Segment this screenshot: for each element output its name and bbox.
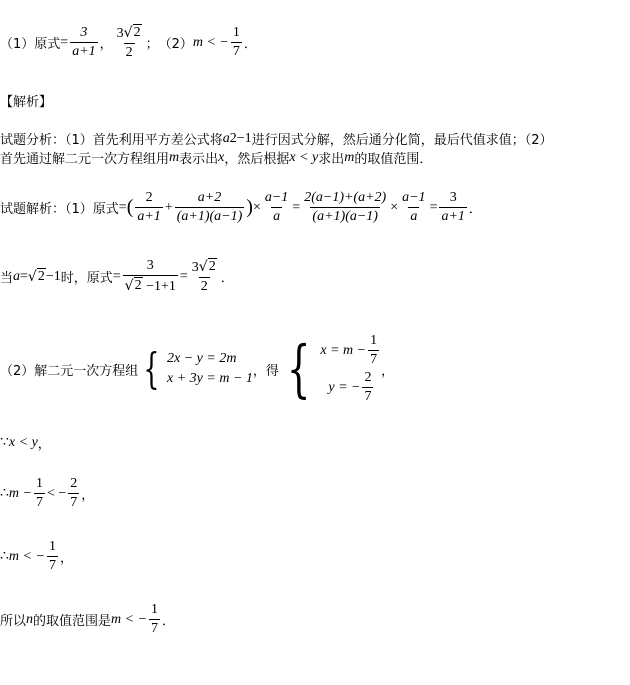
expression: m − bbox=[8, 485, 32, 501]
numerator: 3 bbox=[80, 25, 88, 40]
equals-sign: = bbox=[179, 268, 188, 284]
equation: 2x − y = 2m bbox=[167, 351, 237, 366]
radicand: 2 bbox=[208, 259, 216, 274]
numerator: 1 bbox=[232, 25, 240, 40]
denominator: 7 bbox=[35, 495, 43, 510]
analysis-heading: 【解析】 bbox=[0, 95, 53, 110]
fraction bbox=[70, 25, 97, 60]
fraction bbox=[175, 190, 245, 225]
answer-part2-label: （2） bbox=[158, 37, 193, 52]
numerator: a−1 bbox=[402, 190, 426, 205]
idea-line-1 bbox=[0, 129, 552, 148]
text: 当 bbox=[0, 271, 14, 286]
expression: −1 bbox=[236, 130, 252, 146]
inequality: m < − bbox=[8, 548, 45, 564]
equals-sign: = bbox=[112, 268, 121, 284]
numerator bbox=[190, 258, 219, 277]
therefore-line-2 bbox=[0, 539, 73, 574]
text: 的取值范围． bbox=[354, 152, 433, 167]
variable: x bbox=[218, 149, 225, 165]
equals-sign: = bbox=[429, 199, 438, 215]
text: 求出 bbox=[318, 152, 345, 167]
less-than-sign: < − bbox=[46, 485, 67, 501]
denominator: 7 bbox=[364, 389, 372, 404]
sqrt bbox=[28, 268, 46, 285]
numerator: 1 bbox=[35, 476, 43, 491]
expression: −1+1 bbox=[142, 279, 176, 294]
fraction bbox=[34, 476, 45, 511]
numerator: 3 bbox=[449, 190, 457, 205]
therefore-symbol: ∴ bbox=[0, 549, 9, 564]
inequality: m < − bbox=[192, 34, 229, 50]
comma: ， bbox=[37, 437, 51, 452]
fraction bbox=[123, 258, 178, 295]
comma: ， bbox=[81, 488, 95, 503]
numerator: 2(a−1)+(a+2) bbox=[304, 190, 387, 205]
substitution-line bbox=[0, 258, 234, 295]
numerator: a−1 bbox=[264, 190, 289, 205]
variable: m bbox=[169, 149, 180, 165]
times-sign: × bbox=[252, 199, 261, 215]
idea-line-2 bbox=[0, 148, 432, 167]
left-brace: { bbox=[286, 332, 311, 405]
text: 进行因式分解，然后通分化简，最后代值求值；（2） bbox=[251, 133, 553, 148]
text: 首先通过解二元一次方程组用 bbox=[0, 152, 170, 167]
inequality: m < − bbox=[111, 611, 148, 627]
paren: ( bbox=[126, 196, 134, 218]
text: 试题解析：（1）原式 bbox=[0, 202, 119, 217]
therefore-symbol: ∴ bbox=[0, 486, 9, 501]
radical-sign: √ bbox=[123, 25, 133, 41]
fraction bbox=[263, 190, 290, 225]
system-line bbox=[0, 333, 394, 405]
text: 所以 bbox=[0, 614, 27, 629]
because-symbol: ∵ bbox=[0, 435, 9, 450]
variable: m bbox=[344, 149, 355, 165]
because-line bbox=[0, 433, 51, 452]
comma: ， bbox=[99, 37, 113, 52]
denominator: 7 bbox=[370, 352, 378, 367]
sqrt bbox=[124, 24, 142, 41]
inequality: x < y bbox=[8, 434, 38, 450]
text: 试题分析：（1）首先利用平方差公式将 bbox=[0, 133, 223, 148]
text: 表示出 bbox=[179, 152, 219, 167]
variable: n bbox=[26, 611, 34, 627]
equation-system bbox=[167, 349, 253, 389]
fraction bbox=[135, 190, 162, 225]
radical-sign: √ bbox=[27, 269, 37, 285]
equation: x + 3y = m − 1 bbox=[167, 371, 253, 386]
numerator: 2 bbox=[145, 190, 153, 205]
equals-sign: = bbox=[118, 199, 127, 215]
equals-sign: = bbox=[20, 268, 28, 284]
numerator: 1 bbox=[48, 539, 56, 554]
comma: ， bbox=[381, 363, 395, 379]
left-brace: { bbox=[143, 344, 160, 393]
period: ． bbox=[243, 37, 257, 52]
solution-system bbox=[320, 333, 381, 405]
solution-row bbox=[320, 370, 381, 405]
times-sign: × bbox=[390, 199, 399, 215]
numerator: a+2 bbox=[197, 190, 222, 205]
fraction bbox=[362, 370, 373, 405]
denominator: (a+1)(a−1) bbox=[312, 209, 378, 224]
expression: −1 bbox=[45, 268, 61, 284]
fraction bbox=[302, 190, 388, 225]
denominator: 2 bbox=[125, 45, 133, 60]
fraction bbox=[231, 25, 242, 60]
inequality: x < y bbox=[289, 149, 319, 165]
fraction bbox=[400, 190, 427, 225]
text: ，得 bbox=[252, 363, 279, 379]
plus-sign: + bbox=[164, 199, 173, 215]
text: ，然后根据 bbox=[224, 152, 290, 167]
sqrt bbox=[125, 277, 143, 294]
sqrt bbox=[199, 258, 217, 275]
numerator: 2 bbox=[70, 476, 78, 491]
expression: y = − bbox=[328, 379, 361, 395]
equals-sign: = bbox=[292, 199, 301, 215]
fraction bbox=[68, 476, 79, 511]
denominator: (a+1)(a−1) bbox=[176, 209, 243, 224]
radical-sign: √ bbox=[124, 278, 134, 294]
numerator: 3 bbox=[146, 258, 154, 273]
denominator: a+1 bbox=[72, 44, 96, 59]
denominator: a bbox=[273, 209, 281, 224]
denominator bbox=[123, 275, 178, 295]
fraction bbox=[439, 190, 466, 225]
numerator: 1 bbox=[370, 333, 378, 348]
variable: a bbox=[222, 130, 230, 146]
period: ． bbox=[220, 271, 234, 286]
solution-line bbox=[0, 190, 482, 225]
radicand: 2 bbox=[133, 25, 141, 40]
semicolon: ； bbox=[145, 37, 159, 52]
denominator: 2 bbox=[200, 279, 208, 294]
equals-sign: = bbox=[60, 34, 69, 50]
comma: ， bbox=[59, 551, 73, 566]
denominator: 7 bbox=[48, 558, 56, 573]
fraction bbox=[368, 333, 379, 368]
fraction bbox=[190, 258, 219, 295]
numerator: 1 bbox=[151, 602, 159, 617]
fraction bbox=[115, 24, 144, 61]
denominator: 7 bbox=[232, 44, 240, 59]
coefficient: 3 bbox=[116, 26, 124, 41]
therefore-line-1 bbox=[0, 476, 94, 511]
solution-row bbox=[320, 333, 381, 368]
period: ． bbox=[468, 202, 482, 217]
expression: x = m − bbox=[320, 342, 367, 358]
answer-part1-label: （1）原式 bbox=[0, 37, 61, 52]
denominator: 7 bbox=[151, 621, 159, 636]
denominator: a+1 bbox=[137, 209, 161, 224]
conclusion-line bbox=[0, 602, 175, 637]
radicand: 2 bbox=[134, 278, 142, 293]
text: （2）解二元一次方程组 bbox=[0, 363, 139, 379]
exponent: 2 bbox=[229, 130, 237, 146]
denominator: a+1 bbox=[441, 209, 465, 224]
text: 的取值范围是 bbox=[33, 614, 112, 629]
coefficient: 3 bbox=[191, 260, 199, 275]
variable: a bbox=[13, 268, 21, 284]
numerator: 2 bbox=[364, 370, 372, 385]
radical-sign: √ bbox=[198, 259, 208, 275]
radicand: 2 bbox=[37, 269, 45, 284]
period: ． bbox=[162, 614, 176, 629]
fraction bbox=[149, 602, 160, 637]
paren: ) bbox=[246, 196, 253, 218]
denominator: a bbox=[410, 209, 418, 224]
text: 时，原式 bbox=[60, 271, 113, 286]
denominator: 7 bbox=[70, 495, 78, 510]
answer-line bbox=[0, 24, 257, 61]
fraction bbox=[47, 539, 58, 574]
numerator bbox=[115, 24, 144, 43]
